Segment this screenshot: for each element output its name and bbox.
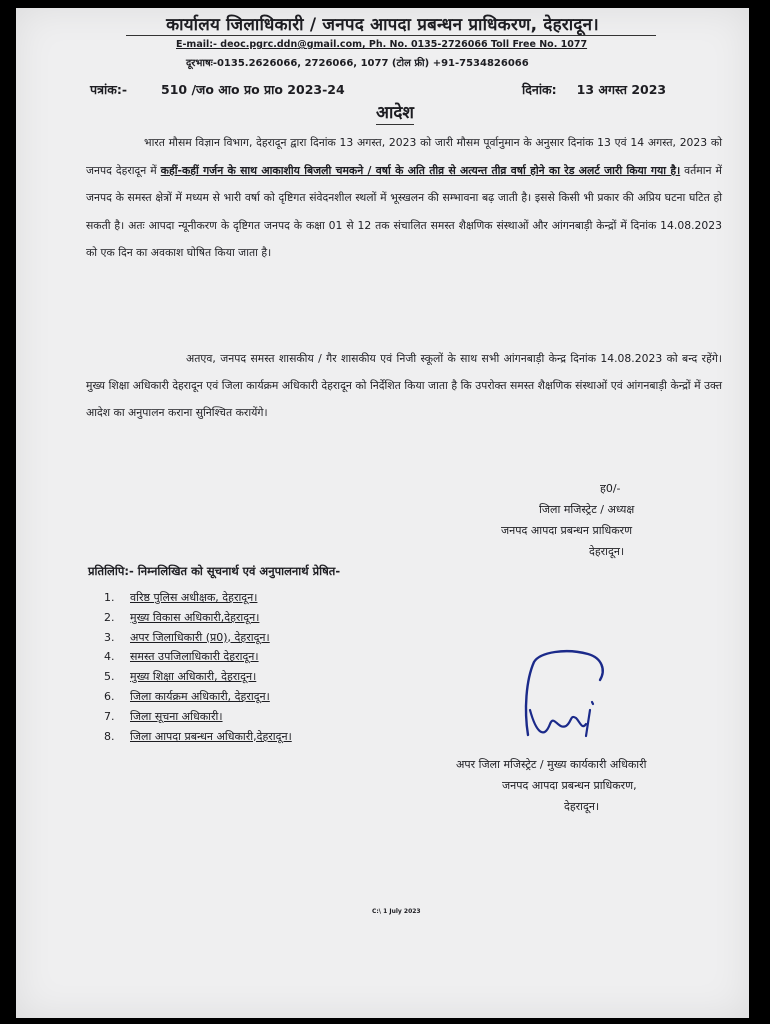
header-phone-line: दूरभाषः-0135.2626066, 2726066, 1077 (टोल फ्री) +91-7534826066 [186, 58, 529, 69]
list-item-text: मुख्य विकास अधिकारी,देहरादून। [130, 610, 260, 624]
signature-stroke [586, 702, 593, 736]
copy-to-list [104, 588, 292, 746]
signatory-2-designation: अपर जिला मजिस्ट्रेट / मुख्य कार्यकारी अधिकारी [456, 758, 647, 771]
list-item-number: 3. [104, 630, 115, 644]
list-item-text: वरिष्ठ पुलिस अधीक्षक, देहरादून। [130, 591, 258, 604]
paragraph-1-intro: भारत मौसम विज्ञान विभाग, देहरादून द्वारा दिनांक 13 अगस्त, 2023 को जारी मौसम पूर्वानुमान के अनुसार दिनांक 13 एवं 14 अगस्त, 2023 को जनपद देहरादून में [86, 136, 722, 177]
reference-value: 510 /जo आo प्रo प्राo 2023-24 [161, 82, 345, 97]
signatory-2-place: देहरादून। [564, 800, 600, 813]
header-email-line: E-mail:- deoc.pgrc.ddn@gmail.com, Ph. No. 0135-2726066 Toll Free No. 1077 [176, 39, 588, 50]
footer-stamp: C:\ 1 July 2023 [372, 908, 421, 915]
reference-label: पत्रांक:- [90, 82, 128, 97]
list-item [104, 608, 292, 628]
list-item-number: 7. [104, 709, 115, 723]
header-divider [126, 35, 656, 36]
list-item [104, 727, 292, 747]
date-value: 13 अगस्त 2023 [576, 82, 667, 97]
order-paragraph-2: अतएव, जनपद समस्त शासकीय / गैर शासकीय एवं निजी स्कूलों के साथ सभी आंगनबाड़ी केन्द्र दिनांक 14.08.2023 को बन्द रहेंगे। मुख्य शिक्षा अधिकारी देहरादून एवं जिला कार्यक्रम अधिकारी देहरादून को निर्देशित किया जाता है कि उपरोक्त समस्त शैक्षणिक संस्थाओं एवं आंगनबाड़ी केन्द्रों में उक्त आदेश का अनुपालन कराना सुनिश्चित करायेंगे। [86, 352, 722, 419]
additional-magistrate-signature-block [456, 754, 746, 817]
list-item-text: मुख्य शिक्षा अधिकारी, देहरादून। [130, 670, 257, 684]
order-title: आदेश [376, 100, 414, 125]
list-item-number: 6. [104, 689, 115, 703]
list-item-number: 5. [104, 670, 115, 684]
list-item-text: जिला आपदा प्रबन्धन अधिकारी,देहरादून। [130, 729, 292, 743]
signatory-1-designation: जिला मजिस्ट्रेट / अध्यक्ष [539, 503, 635, 516]
letter-date [522, 81, 666, 98]
list-item [104, 628, 292, 648]
list-item-text: जिला कार्यक्रम अधिकारी, देहरादून। [130, 689, 270, 703]
office-header-title: कार्यालय जिलाधिकारी / जनपद आपदा प्रबन्धन प्राधिकरण, देहरादून। [166, 15, 599, 35]
date-label: दिनांक: [522, 82, 557, 97]
signatory-1-org: जनपद आपदा प्रबन्धन प्राधिकरण [501, 524, 633, 537]
red-alert-text: कहीं-कहीं गर्जन के साथ आकाशीय बिजली चमकने / वर्षा के अति तीव्र से अत्यन्त तीव्र वर्षा होने का रेड अलर्ट जारी किया गया है। [160, 163, 681, 177]
list-item-text: अपर जिलाधिकारी (प्र0), देहरादून। [130, 630, 270, 644]
list-item-number: 1. [104, 591, 115, 604]
signature-stroke [526, 651, 603, 735]
list-item-number: 2. [104, 610, 115, 624]
letter-page [16, 8, 749, 1018]
copy-to-heading: प्रतिलिपि:- निम्नलिखित को सूचनार्थ एवं अनुपालनार्थ प्रेषित- [88, 564, 341, 578]
list-item-number: 8. [104, 729, 115, 743]
district-magistrate-signature-block [501, 478, 721, 562]
list-item-text: जिला सूचना अधिकारी। [130, 709, 223, 723]
sd-mark: ह0/- [600, 482, 621, 495]
list-item [104, 687, 292, 707]
order-paragraph-1 [86, 129, 722, 267]
signatory-1-place: देहरादून। [589, 545, 625, 558]
list-item [104, 707, 292, 727]
signature-stroke [530, 710, 586, 732]
list-item [104, 588, 292, 608]
handwritten-signature [506, 640, 616, 750]
paragraph-1-rest: वर्तमान में जनपद के समस्त क्षेत्रों में मध्यम से भारी वर्षा को दृष्टिगत संवेदनशील स्थलों में भूस्खलन की सम्भावना बढ़ जाती है। इससे किसी भी प्रकार की अप्रिय घटना घटित हो सकती है। अतः आपदा न्यूनीकरण के दृष्टिगत जनपद के कक्षा 01 से 12 तक संचालित समस्त शैक्षणिक संस्थाओं और आंगनबाड़ी केन्द्रों में दिनांक 14.08.2023 को एक दिन का अवकाश घोषित किया जाता है। [86, 163, 722, 259]
list-item-text: समस्त उपजिलाधिकारी देहरादून। [130, 650, 259, 664]
list-item [104, 667, 292, 687]
list-item [104, 647, 292, 667]
signatory-2-org: जनपद आपदा प्रबन्धन प्राधिकरण, [502, 779, 637, 792]
list-item-number: 4. [104, 650, 115, 664]
reference-number [90, 81, 345, 98]
